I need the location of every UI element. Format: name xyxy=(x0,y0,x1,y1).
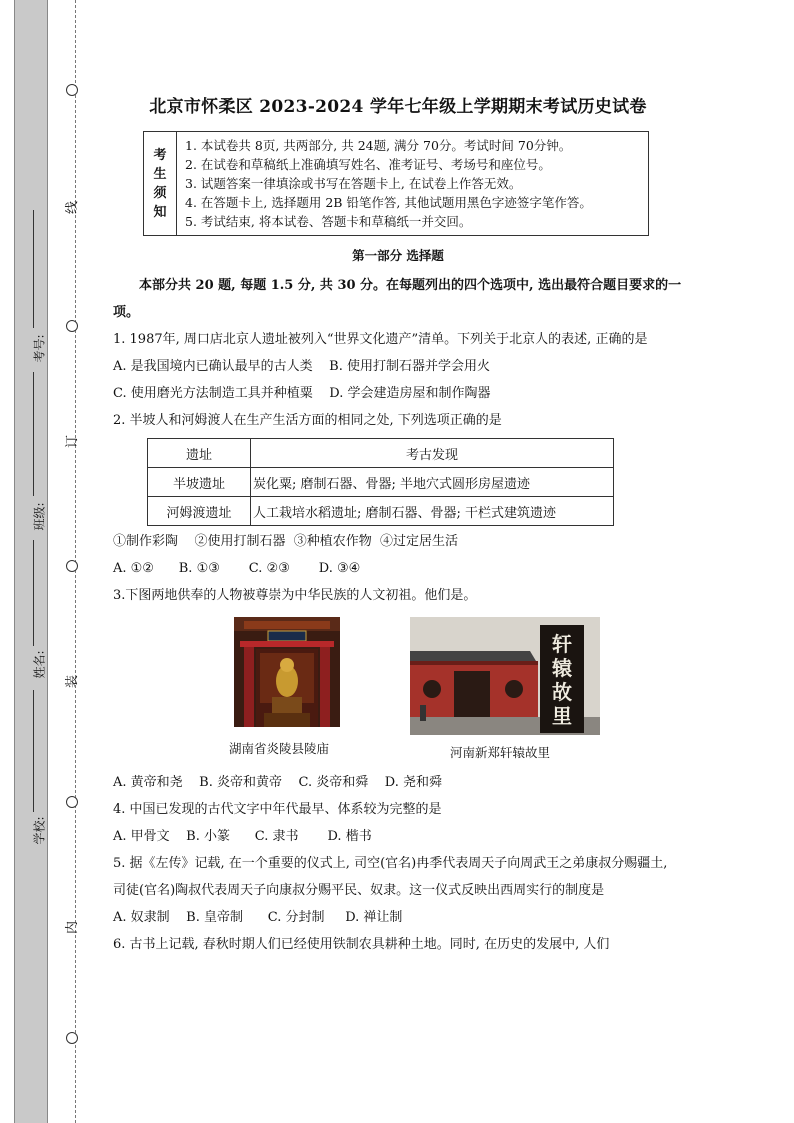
binding-char-order: 订 xyxy=(65,434,81,449)
notice-label-char: 生 xyxy=(153,166,167,182)
question-2-options: A. ①② B. ①③ C. ②③ D. ③④ xyxy=(113,561,361,576)
question-1-stem: 1. 1987年, 周口店北京人遗址被列入“世界文化遗产”清单。下列关于北京人的表述, 正确的是 xyxy=(113,332,648,347)
exam-notice-box xyxy=(143,131,649,236)
section-instruction: 本部分共 20 题, 每题 1.5 分, 共 30 分。在每题列出的四个选项中, 选出最符合题目要求的一项。 xyxy=(113,278,682,320)
class-label: 班级: xyxy=(32,502,47,531)
yanling-temple-photo xyxy=(234,617,340,727)
notice-label xyxy=(144,132,177,235)
binding-char-fold: 装 xyxy=(65,674,81,689)
xuanyuan-hometown-photo xyxy=(410,617,600,735)
question-6-stem: 6. 古书上记载, 春秋时期人们已经使用铁制农具耕种土地。同时, 在历史的发展中, 人们 xyxy=(113,937,610,952)
notice-item: 2. 在试卷和草稿纸上准确填写姓名、准考证号、考场号和座位号。 xyxy=(185,157,551,172)
notice-item: 4. 在答题卡上, 选择题用 2B 铅笔作答, 其他试题用黑色字迹签字笔作答。 xyxy=(185,195,592,210)
table-header: 遗址 xyxy=(148,439,251,468)
question-3-options: A. 黄帝和尧 B. 炎帝和黄帝 C. 炎帝和舜 D. 尧和舜 xyxy=(113,775,443,790)
exam-content xyxy=(113,92,683,958)
question-1-options-ab: A. 是我国境内已确认最早的古人类 B. 使用打制石器并学会用火 xyxy=(113,359,491,374)
exam-number-label: 考号: xyxy=(32,334,47,363)
binding-hole-circle xyxy=(66,796,78,808)
question-1-options-cd: C. 使用磨光方法制造工具并种植粟 D. 学会建造房屋和制作陶器 xyxy=(113,386,491,401)
binding-hole-circle xyxy=(66,320,78,332)
binding-margin-bar xyxy=(14,0,48,1123)
table-row xyxy=(148,468,614,497)
table-row xyxy=(148,497,614,526)
sign-char: 辕 xyxy=(552,656,572,680)
exam-number-blank[interactable] xyxy=(33,210,34,328)
question-4-stem: 4. 中国已发现的古代文字中年代最早、体系较为完整的是 xyxy=(113,802,442,817)
table-cell: 人工栽培水稻遗址; 磨制石器、骨器; 干栏式建筑遗迹 xyxy=(251,497,614,526)
notice-item: 3. 试题答案一律填涂或书写在答题卡上, 在试卷上作答无效。 xyxy=(185,176,522,191)
sign-char: 轩 xyxy=(552,632,572,656)
question-4-options: A. 甲骨文 B. 小篆 C. 隶书 D. 楷书 xyxy=(113,829,372,844)
school-label: 学校: xyxy=(32,816,47,845)
notice-label-char: 须 xyxy=(153,185,167,201)
exam-title: 北京市怀柔区 2023-2024 学年七年级上学期期末考试历史试卷 xyxy=(149,97,647,117)
question-2-table xyxy=(147,438,614,526)
table-header-row xyxy=(148,439,614,468)
table-cell: 半坡遗址 xyxy=(148,468,251,497)
notice-label-char: 知 xyxy=(153,204,167,220)
binding-char-line: 线 xyxy=(65,200,81,215)
table-cell: 炭化粟; 磨制石器、骨器; 半地穴式圆形房屋遗迹 xyxy=(251,468,614,497)
notice-item: 5. 考试结束, 将本试卷、答题卡和草稿纸一并交回。 xyxy=(185,214,472,229)
sign-char: 里 xyxy=(552,704,572,728)
image-caption-right: 河南新郑轩辕故里 xyxy=(450,745,551,760)
binding-char-inside: 内 xyxy=(65,920,81,935)
name-label: 姓名: xyxy=(32,650,47,679)
notice-item: 1. 本试卷共 8页, 共两部分, 共 24题, 满分 70分。考试时间 70分钟。 xyxy=(185,138,572,153)
table-header: 考古发现 xyxy=(251,439,614,468)
class-blank[interactable] xyxy=(33,372,34,496)
binding-hole-circle xyxy=(66,560,78,572)
binding-hole-circle xyxy=(66,1032,78,1044)
notice-label-char: 考 xyxy=(153,147,167,163)
question-3-stem: 3.下图两地供奉的人物被尊崇为中华民族的人文初祖。他们是。 xyxy=(113,588,477,603)
question-2-statements: ①制作彩陶 ②使用打制石器 ③种植农作物 ④过定居生活 xyxy=(113,534,459,549)
question-3-images xyxy=(113,617,683,769)
table-cell: 河姆渡遗址 xyxy=(148,497,251,526)
question-2-stem: 2. 半坡人和河姆渡人在生产生活方面的相同之处, 下列选项正确的是 xyxy=(113,413,502,428)
name-blank[interactable] xyxy=(33,540,34,646)
question-5-options: A. 奴隶制 B. 皇帝制 C. 分封制 D. 禅让制 xyxy=(113,910,403,925)
notice-items xyxy=(177,132,648,235)
image-caption-left: 湖南省炎陵县陵庙 xyxy=(229,741,330,756)
sign-char: 故 xyxy=(552,680,572,704)
school-blank[interactable] xyxy=(33,690,34,812)
section-title: 第一部分 选择题 xyxy=(352,248,444,263)
binding-hole-circle xyxy=(66,84,78,96)
question-5-stem: 5. 据《左传》记载, 在一个重要的仪式上, 司空(官名)冉季代表周天子向周武王之弟康叔分赐疆土, 司徒(官名)陶叔代表周天子向康叔分赐平民、奴隶。这一仪式反映出西周实行的制度是 xyxy=(113,856,668,898)
